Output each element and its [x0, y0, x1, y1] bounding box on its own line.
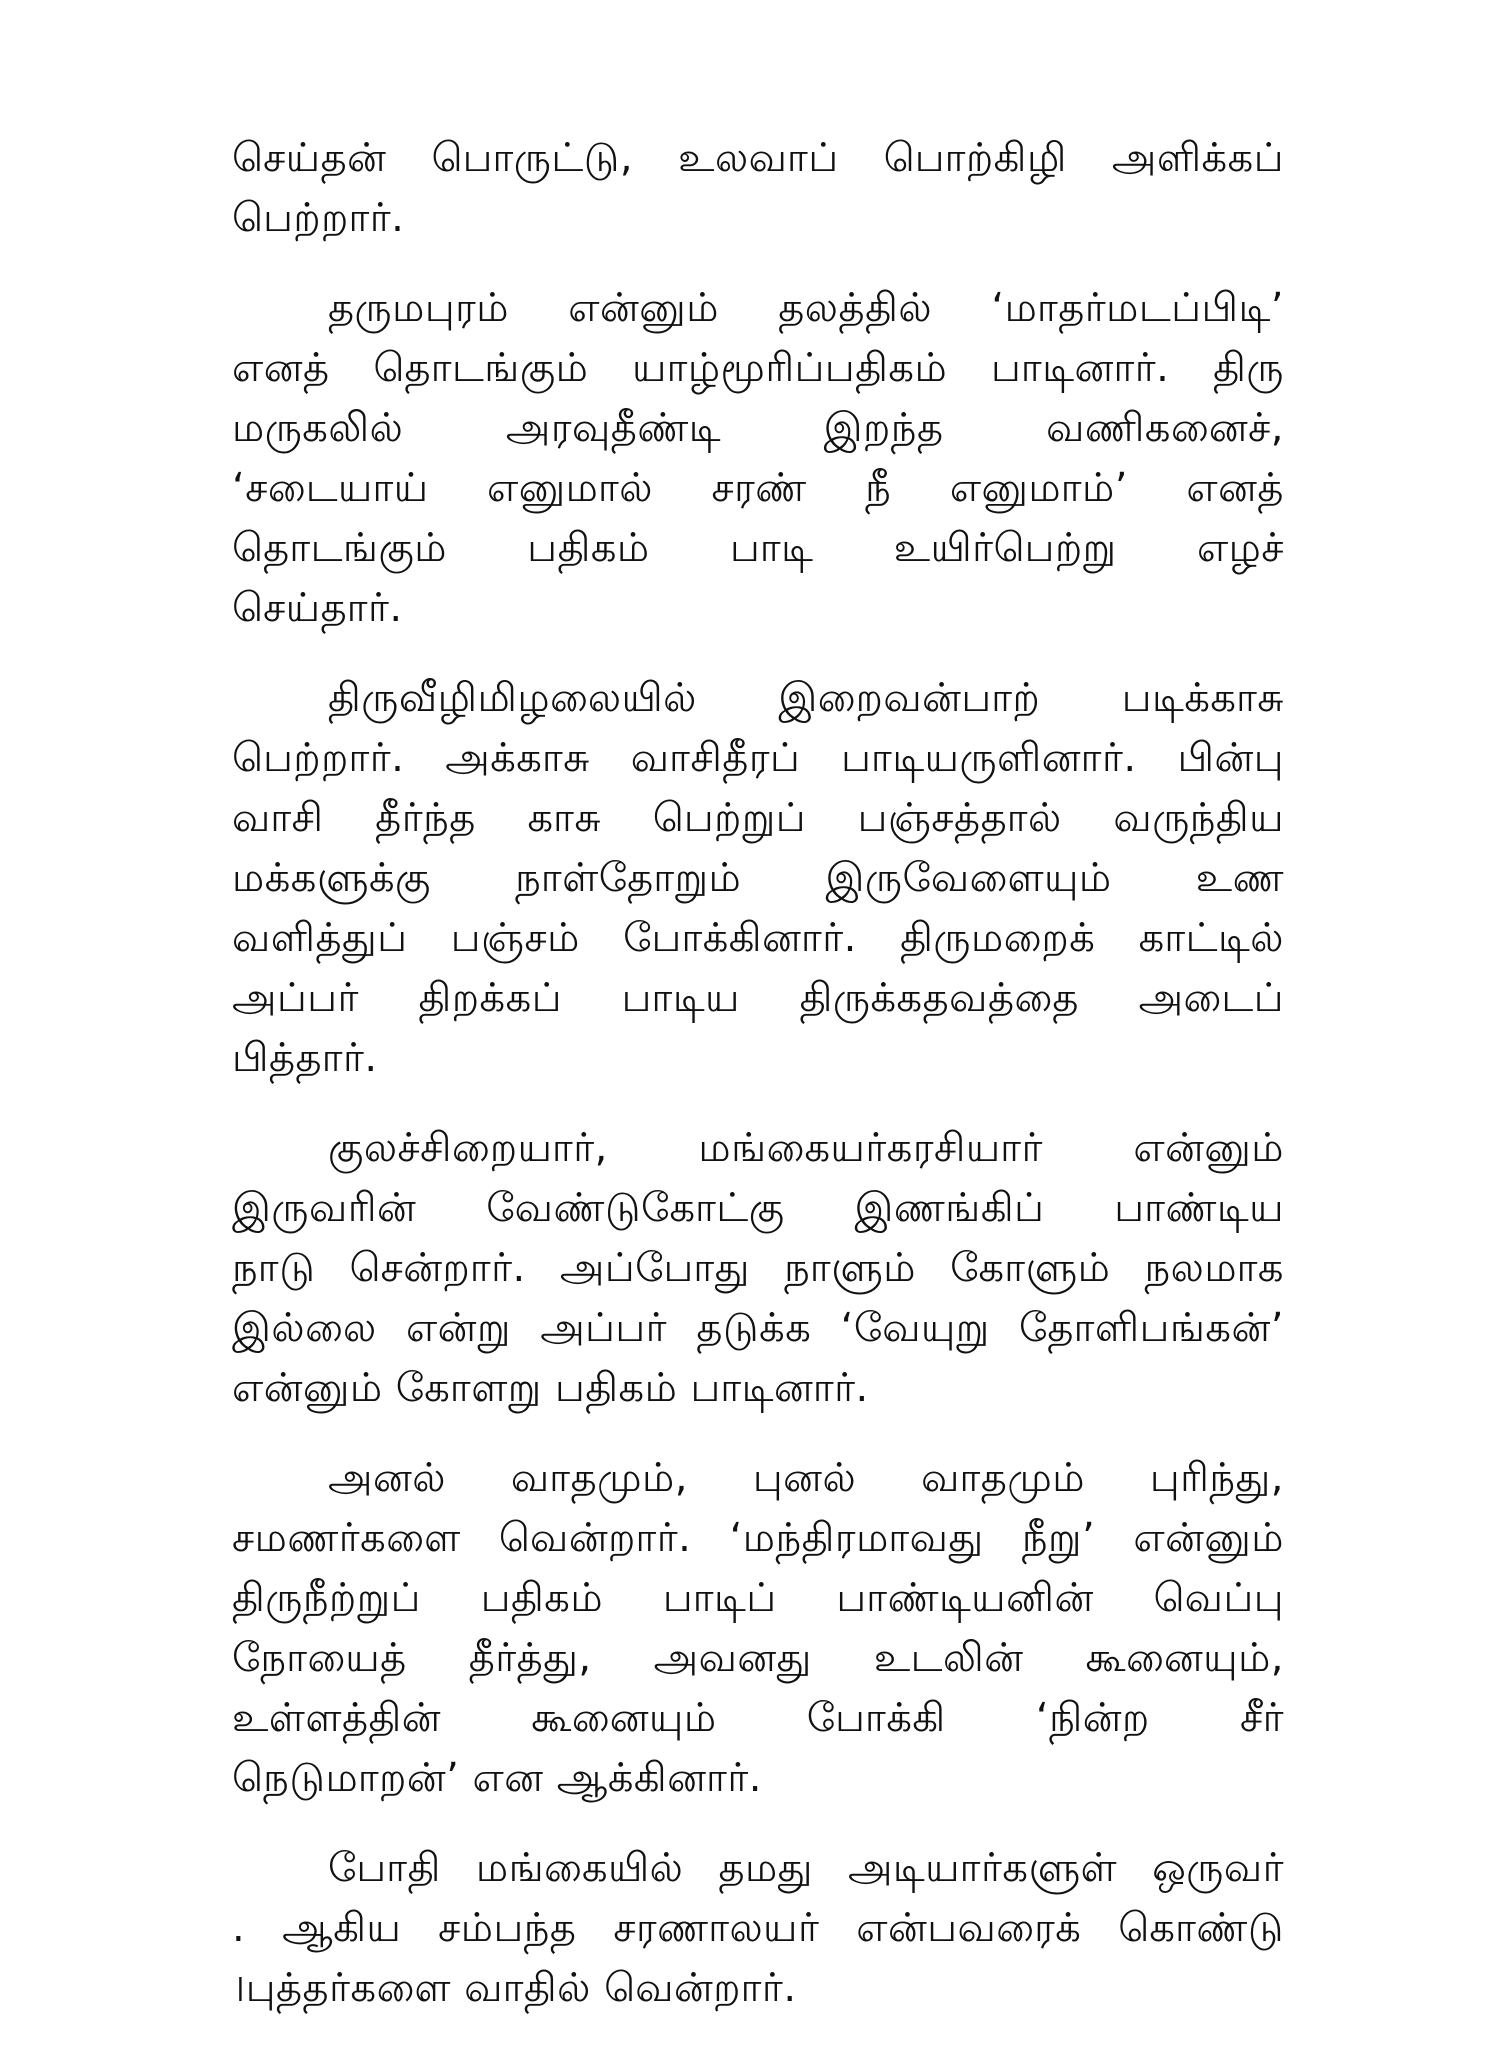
- paragraph-2: [232, 278, 1284, 638]
- paragraph-4: [232, 1118, 1284, 1418]
- text-line: நாடு சென்றார். அப்போது நாளும் கோளும் நலமாக: [232, 1245, 1284, 1291]
- text-line: குலச்சிறையார், மங்கையர்கரசியார் என்னும்: [328, 1125, 1284, 1171]
- text-line: இல்லை என்று அப்பர் தடுக்க ‘வேயுறு தோளிபங்கன்’: [232, 1305, 1284, 1351]
- paragraph-5: [232, 1448, 1284, 1808]
- text-line: ‘சடையாய் எனுமால் சரண் நீ எனுமாம்’ எனத்: [232, 465, 1284, 511]
- text-line: போதி மங்கையில் தமது அடியார்களுள் ஒருவர்: [328, 1845, 1284, 1891]
- text-line: வாசி தீர்ந்த காசு பெற்றுப் பஞ்சத்தால் வருந்திய: [232, 795, 1284, 841]
- paragraph-3: [232, 668, 1284, 1088]
- text-line: என்னும் கோளறு பதிகம் பாடினார்.: [232, 1365, 869, 1411]
- text-line: செய்தன் பொருட்டு, உலவாப் பொற்கிழி அளிக்கப்: [232, 135, 1284, 181]
- text-line: வளித்துப் பஞ்சம் போக்கினார். திருமறைக் காட்டில்: [232, 915, 1284, 961]
- text-line: இருவரின் வேண்டுகோட்கு இணங்கிப் பாண்டிய: [232, 1185, 1284, 1231]
- text-line: நோயைத் தீர்த்து, அவனது உடலின் கூனையும்,: [232, 1635, 1284, 1681]
- text-line: தொடங்கும் பதிகம் பாடி உயிர்பெற்று எழச்: [232, 525, 1284, 571]
- text-line: மருகலில் அரவுதீண்டி இறந்த வணிகனைச்,: [232, 405, 1284, 451]
- text-line: மக்களுக்கு நாள்தோறும் இருவேளையும் உண: [232, 855, 1284, 901]
- text-line: அனல் வாதமும், புனல் வாதமும் புரிந்து,: [328, 1455, 1284, 1501]
- paragraph-6: [232, 1838, 1284, 2018]
- paragraph-1: [232, 128, 1284, 248]
- text-line: சமணர்களை வென்றார். ‘மந்திரமாவது நீறு’ என்னும்: [232, 1515, 1284, 1561]
- text-line: அப்பர் திறக்கப் பாடிய திருக்கதவத்தை அடைப்: [232, 975, 1284, 1021]
- text-line: உள்ளத்தின் கூனையும் போக்கி ‘நின்ற சீர்: [232, 1695, 1284, 1741]
- text-line: ।புத்தர்களை வாதில் வென்றார்.: [232, 1965, 797, 2011]
- body-text: [232, 128, 1284, 2048]
- text-line: பெற்றார்.: [232, 195, 405, 241]
- text-line: நெடுமாறன்’ என ஆக்கினார்.: [232, 1755, 762, 1801]
- text-line: செய்தார்.: [232, 585, 403, 631]
- text-line: பித்தார்.: [232, 1035, 378, 1081]
- text-line: திருநீற்றுப் பதிகம் பாடிப் பாண்டியனின் வெப்பு: [232, 1575, 1284, 1621]
- text-line: திருவீழிமிழலையில் இறைவன்பாற் படிக்காசு: [328, 675, 1284, 721]
- text-line: பெற்றார். அக்காசு வாசிதீரப் பாடியருளினார். பின்பு: [232, 735, 1284, 781]
- text-line: . ஆகிய சம்பந்த சரணாலயர் என்பவரைக் கொண்டு: [232, 1905, 1284, 1951]
- text-line: எனத் தொடங்கும் யாழ்மூரிப்பதிகம் பாடினார். திரு: [232, 345, 1284, 391]
- text-line: தருமபுரம் என்னும் தலத்தில் ‘மாதர்மடப்பிடி’: [328, 285, 1284, 331]
